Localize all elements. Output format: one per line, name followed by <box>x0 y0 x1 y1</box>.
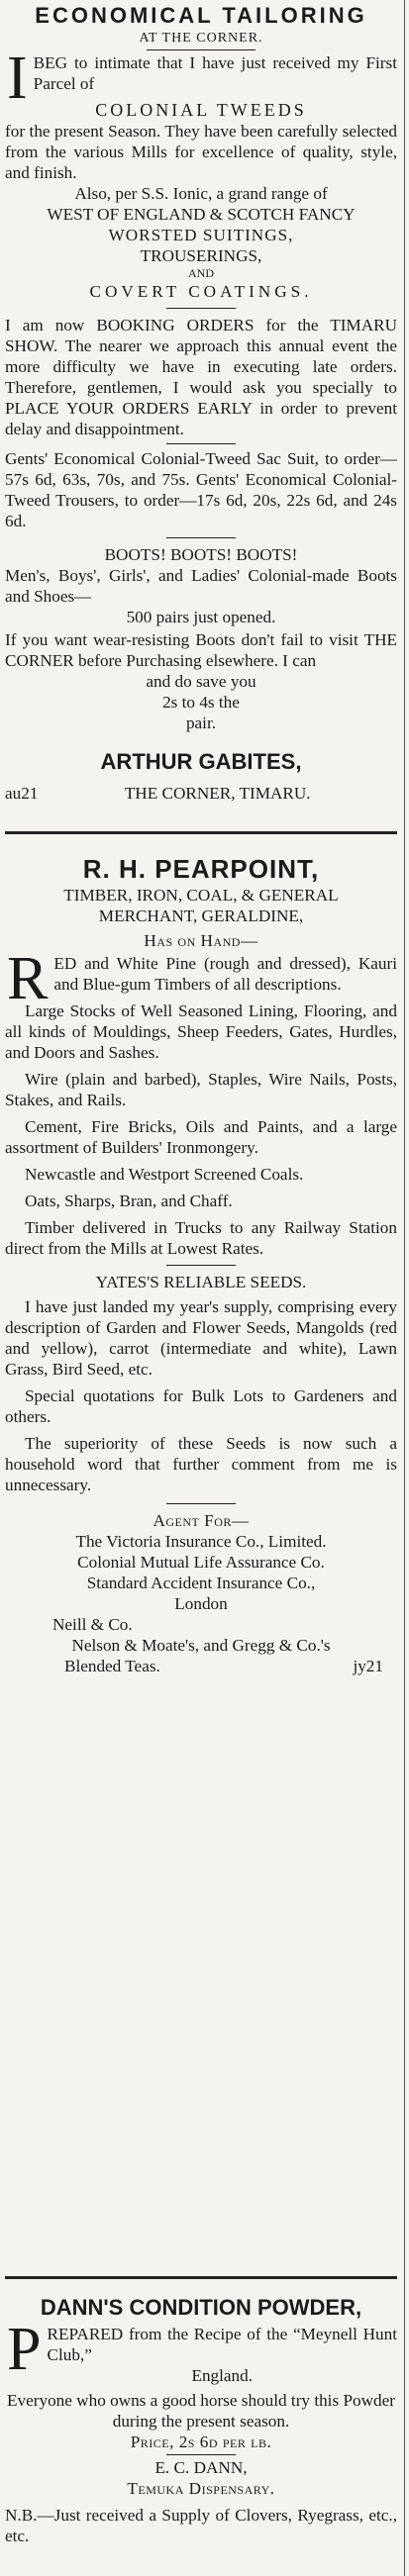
has-on-hand: Has on Hand— <box>144 931 258 950</box>
paragraph: England. <box>191 2366 254 2385</box>
paragraph: Newcastle and Westport Screened Coals. <box>25 1165 304 1184</box>
ad-subtitle: MERCHANT, GERALDINE, <box>98 906 304 925</box>
paragraph: Wire (plain and barbed), Staples, Wire Nails, Posts, Stakes, and Rails. <box>5 1070 397 1109</box>
column-rule <box>404 0 405 2576</box>
divider <box>166 308 236 309</box>
agent-for-heading: Agent For— <box>153 1511 250 1530</box>
agency-item: Standard Accident Insurance Co., <box>86 1574 316 1592</box>
paragraph: ED and White Pine (rough and dressed), Kauri and Blue-gum Timbers of all descriptions. <box>53 954 397 994</box>
west-of-england-heading: WEST OF ENGLAND & SCOTCH FANCY <box>47 205 356 224</box>
paragraph: Everyone who owns a good horse should try this Powder during the present season. <box>7 2391 395 2431</box>
paragraph: and do save you <box>146 672 256 691</box>
paragraph: I have just landed my year's supply, comprising every description of Garden and Flower Seeds, Mangolds (red and yellow), carrot (intermediate and white), Lawn Grass, Bird Seed, etc. <box>5 1297 397 1379</box>
tailoring-advertisement <box>5 2 397 804</box>
signature-line <box>5 783 397 804</box>
ad-separator <box>5 831 397 834</box>
drop-cap: R <box>7 945 49 1012</box>
agency-item: London <box>174 1594 228 1613</box>
signature: ARTHUR GABITES, <box>100 749 302 774</box>
paragraph: 2s to 4s the <box>162 693 240 712</box>
intro-text: BEG to intimate that I have just received my First Parcel of <box>33 53 397 93</box>
pearpoint-advertisement <box>5 853 397 1676</box>
drop-cap: P <box>7 2316 42 2383</box>
seller-name: E. C. DANN, <box>154 2458 248 2477</box>
paragraph: 500 pairs just opened. <box>126 608 276 626</box>
ad-title: DANN'S CONDITION POWDER, <box>40 2295 362 2320</box>
agency-last-line <box>5 1656 397 1676</box>
paragraph: Also, per S.S. Ionic, a grand range of <box>74 184 328 203</box>
divider <box>166 443 236 444</box>
price: Price, 2s 6d per lb. <box>130 2433 272 2451</box>
paragraph: If you want wear-resisting Boots don't fail to visit THE CORNER before Purchasing elsewhere. I can <box>5 630 397 670</box>
ad-subtitle: TIMBER, IRON, COAL, & GENERAL <box>63 886 339 905</box>
seller-place: Temuka Dispensary. <box>127 2479 275 2498</box>
paragraph: Large Stocks of Well Seasoned Lining, Flooring, and all kinds of Mouldings, Sheep Feeders, Gates, Hurdles, and Doors and Sashes. <box>5 1002 397 1062</box>
divider <box>166 2454 236 2455</box>
paragraph: The superiority of these Seeds is now such a household word that further comment from me is unnecessary. <box>5 1434 397 1494</box>
agency-item: Blended Teas. <box>64 1657 160 1675</box>
paragraph: pair. <box>185 714 217 732</box>
worsted-heading: WORSTED SUITINGS, <box>108 226 294 244</box>
ad-title: ECONOMICAL TAILORING <box>35 3 367 28</box>
paragraph: Timber delivered in Trucks to any Railway Station direct from the Mills at Lowest Rates. <box>5 1218 397 1258</box>
agency-item: Neill & Co. <box>52 1615 133 1634</box>
ad-title: R. H. PEARPOINT, <box>82 854 320 884</box>
agency-item: Colonial Mutual Life Assurance Co. <box>77 1553 325 1572</box>
prices-paragraph: Gents' Economical Colonial-Tweed Sac Suit, to order—57s 6d, 63s, 70s, and 75s. Gents' Economical Colonial-Tweed Trousers, to order—17s 6d, 20s, 22s 6d, and 24s 6d. <box>5 449 397 530</box>
covert-coatings-heading: COVERT COATINGS. <box>89 282 313 301</box>
agency-item: The Victoria Insurance Co., Limited. <box>75 1532 327 1551</box>
address: THE CORNER, TIMARU. <box>124 784 311 803</box>
ad-reference: jy21 <box>353 1657 383 1675</box>
nota-bene: N.B.—Just received a Supply of Clovers, Ryegrass, etc., etc. <box>5 2506 397 2545</box>
divider <box>166 537 236 538</box>
paragraph: I am now BOOKING ORDERS for the TIMARU SHOW. The nearer we approach this annual event the more difficulty we have in executing late orders. Therefore, gentlemen, I would ask you specially to PLACE YOUR ORDERS EARLY in order to prevent delay and disappointment. <box>5 316 397 438</box>
divider <box>166 1265 236 1266</box>
agency-item: Nelson & Moate's, and Gregg & Co.'s <box>71 1636 331 1655</box>
paragraph: Oats, Sharps, Bran, and Chaff. <box>25 1192 233 1210</box>
ad-reference: au21 <box>5 784 39 803</box>
and-text: AND <box>188 266 214 280</box>
ad-subtitle: AT THE CORNER. <box>139 31 263 46</box>
condition-powder-advertisement <box>5 2294 397 2546</box>
paragraph: for the present Season. They have been carefully selected from the various Mills for excellence of quality, style, and finish. <box>5 122 397 182</box>
divider <box>147 49 256 50</box>
boots-heading: BOOTS! BOOTS! BOOTS! <box>104 545 298 564</box>
paragraph: Special quotations for Bulk Lots to Gardeners and others. <box>5 1386 397 1426</box>
paragraph: REPARED from the Recipe of the “Meynell Hunt Club,” <box>47 2325 397 2364</box>
paragraph: Cement, Fire Bricks, Oils and Paints, and a large assortment of Builders' Ironmongery. <box>5 1117 397 1157</box>
colonial-tweeds-heading: COLONIAL TWEEDS <box>95 100 307 120</box>
trouserings-heading: TROUSERINGS, <box>140 246 262 265</box>
paragraph: Men's, Boys', Girls', and Ladies' Colonial-made Boots and Shoes— <box>5 566 397 606</box>
divider <box>166 1503 236 1504</box>
drop-cap: I <box>7 45 28 112</box>
seeds-heading: YATES'S RELIABLE SEEDS. <box>95 1273 307 1291</box>
ad-separator <box>5 2276 397 2279</box>
